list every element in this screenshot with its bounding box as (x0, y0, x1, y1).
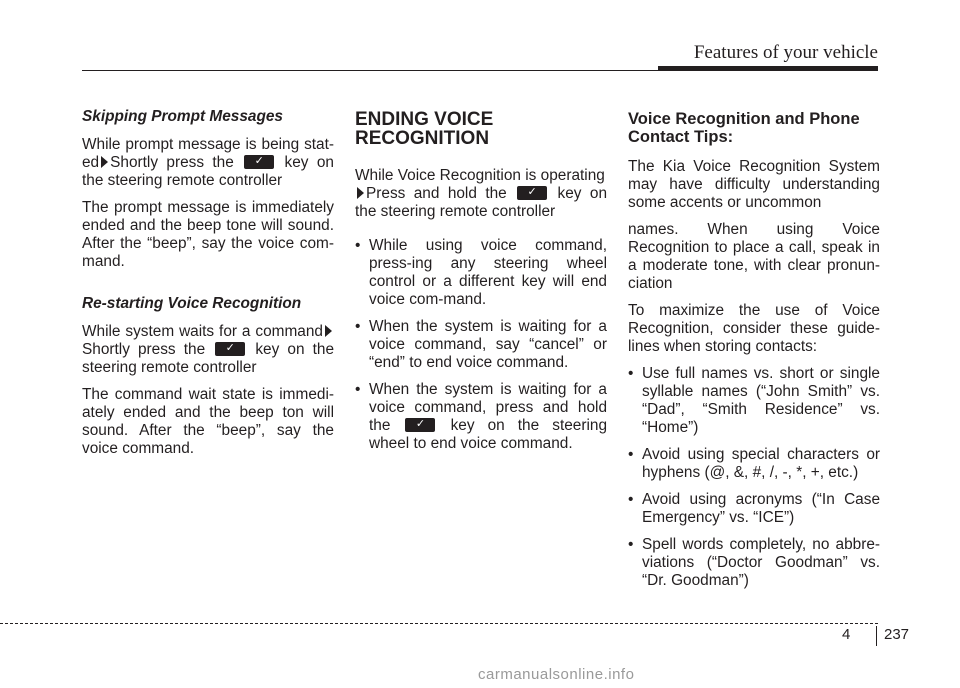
list-item: • Avoid using special characters or hyphens (@, &, #, /, -, *, +, etc.) (628, 446, 880, 482)
list-item: • When the system is waiting for a voice command, say “cancel” or “end” to end voice command. (355, 318, 607, 372)
paragraph-tips-names: names. When using Voice Recognition to place a call, speak in a moderate tone, with clear pronun-ciation (628, 221, 880, 292)
text-restart-a: While system waits for a command (82, 323, 323, 340)
voice-key-icon (405, 418, 435, 432)
heading-line-2: Contact Tips: (628, 128, 734, 146)
paragraph-tips-intro: The Kia Voice Recognition System may have difficulty understanding some accents or uncommon (628, 158, 880, 211)
watermark: carmanualsonline.info (478, 666, 635, 683)
paragraph-ending-steps (355, 167, 607, 221)
column-left (82, 108, 334, 467)
bullet3-text-a: When the system is waiting for a voice command, press and hold the (369, 381, 607, 434)
text-skip-b: Shortly press the (110, 154, 234, 171)
heading-line-1: ENDING VOICE (355, 109, 494, 130)
tips-bullet-list (628, 365, 880, 590)
subheading-skipping-prompt: Skipping Prompt Messages (82, 108, 283, 125)
paragraph-tips-maximize: To maximize the use of Voice Recognition, consider these guide-lines when storing contacts: (628, 302, 880, 355)
page-number: 237 (884, 626, 910, 643)
list-item (355, 381, 607, 453)
paragraph-skip-result: The prompt message is immediately ended and the beep tone will sound. After the “beep”, say the voice com-mand. (82, 199, 334, 270)
text-restart-c: key on the steering remote controller (82, 341, 335, 376)
footer-rule (0, 623, 878, 624)
text-ending-c: key on the steering remote controller (355, 185, 607, 220)
arrow-right-icon (101, 156, 108, 168)
page-header-title: Features of your vehicle (693, 42, 878, 63)
ending-bullet-list (355, 237, 607, 453)
text-ending-b: Press and hold the (366, 185, 507, 202)
heading-phone-contact-tips (628, 110, 880, 146)
paragraph-skip-steps (82, 136, 334, 190)
heading-line-1: Voice Recognition and Phone (628, 110, 860, 128)
text-ending-a: While Voice Recognition is operating (355, 167, 605, 184)
subheading-restarting: Re-starting Voice Recognition (82, 295, 302, 312)
heading-line-2: RECOGNITION (355, 128, 490, 149)
heading-ending-voice-recognition (355, 110, 607, 148)
voice-key-icon (517, 186, 547, 200)
text-restart-b: Shortly press the (82, 341, 206, 358)
list-item: • While using voice command, press-ing any steering wheel control or a different key will end voice com-mand. (355, 237, 607, 309)
arrow-right-icon (357, 187, 364, 199)
voice-key-icon (215, 342, 245, 356)
chapter-number: 4 (842, 626, 851, 643)
arrow-right-icon (325, 325, 332, 337)
text-skip-a: While prompt message is being stat-ed (82, 136, 334, 171)
voice-key-icon (244, 155, 274, 169)
paragraph-restart-steps (82, 323, 334, 377)
list-item: • Avoid using acronyms (“In Case Emergency” vs. “ICE”) (628, 491, 880, 527)
list-item: • Spell words completely, no abbre-viations (“Doctor Goodman” vs. “Dr. Goodman”) (628, 536, 880, 590)
column-right (628, 108, 880, 599)
header-rule-accent (658, 66, 878, 71)
column-middle (355, 108, 607, 462)
footer-divider (876, 626, 877, 646)
bullet3-text-b: key on the steering wheel to end voice command. (369, 417, 607, 452)
paragraph-restart-result: The command wait state is immedi-ately ended and the beep ton will sound. After the “beep”, say the voice command. (82, 386, 334, 457)
text-skip-c: key on the steering remote controller (82, 154, 334, 189)
list-item: • Use full names vs. short or single syllable names (“John Smith” vs. “Dad”, “Smith Residence” vs. “Home”) (628, 365, 880, 437)
